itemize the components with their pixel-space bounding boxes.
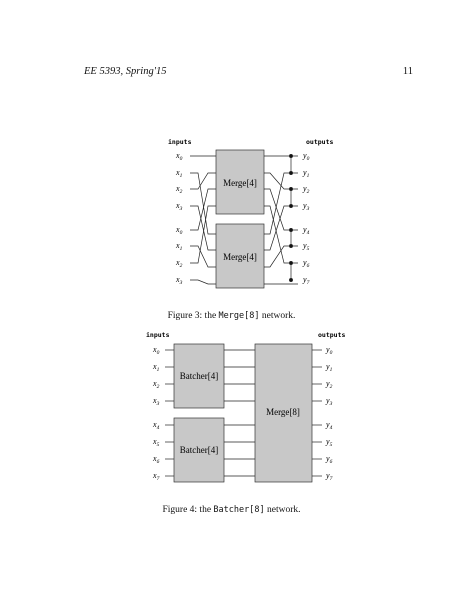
fig3-input-x1: $x_1$ (176, 168, 183, 179)
fig3-input-x2-prime: $x_2$ (176, 258, 183, 269)
fig4-input-x0: $x_0$ (153, 345, 160, 356)
fig4-input-x2: $x_2$ (153, 379, 160, 390)
fig4-inputs-header: inputs (146, 331, 170, 339)
fig4-batcher4-bottom-label: Batcher[4] (179, 445, 219, 455)
fig3-output-y0: $y_0$ (303, 151, 310, 162)
batcher8-diagram (0, 325, 463, 525)
fig3-merge4-top-label: Merge[4] (223, 178, 257, 188)
fig4-input-x4: $x_4$ (153, 420, 160, 431)
fig4-input-x1: $x_1$ (153, 362, 160, 373)
fig3-output-y4: $y_4$ (303, 225, 310, 236)
fig4-input-x7: $x_7$ (153, 471, 160, 482)
fig4-output-y7: $y_7$ (326, 471, 333, 482)
fig4-merge8-label: Merge[8] (266, 407, 300, 417)
fig3-input-x0-prime: $x_0$ (176, 225, 183, 236)
fig4-output-y2: $y_2$ (326, 379, 333, 390)
fig3-output-y7: $y_7$ (303, 275, 310, 286)
fig3-merge4-bottom-label: Merge[4] (223, 252, 257, 262)
fig3-input-wires (190, 156, 216, 284)
fig3-output-labels (302, 151, 310, 286)
fig3-caption: Figure 3: the Merge[8] network. (167, 311, 296, 321)
fig3-input-x3: $x_3$ (176, 201, 183, 212)
fig3-input-x3-prime: $x_3$ (176, 275, 183, 286)
fig4-input-x5: $x_5$ (153, 437, 160, 448)
fig4-output-y0: $y_0$ (326, 345, 333, 356)
fig4-output-y1: $y_1$ (326, 362, 333, 373)
fig3-output-y2: $y_2$ (303, 184, 310, 195)
fig3-input-x1-prime: $x_1$ (176, 241, 183, 252)
fig4-input-labels (152, 345, 160, 482)
fig3-output-y3: $y_3$ (303, 201, 310, 212)
fig4-caption: Figure 4: the Batcher[8] network. (162, 505, 301, 515)
fig3-input-x0: $x_0$ (176, 151, 183, 162)
fig3-input-labels (175, 151, 183, 286)
fig4-output-labels (325, 345, 333, 482)
fig3-output-y1: $y_1$ (303, 168, 310, 179)
fig4-output-y3: $y_3$ (326, 396, 333, 407)
fig4-input-x3: $x_3$ (153, 396, 160, 407)
fig3-inputs-header: inputs (168, 138, 192, 146)
fig4-input-x6: $x_6$ (153, 454, 160, 465)
fig3-output-wires (264, 156, 298, 284)
fig3-input-x2: $x_2$ (176, 184, 183, 195)
fig3-comparators (289, 154, 292, 281)
fig3-output-y5: $y_5$ (303, 241, 310, 252)
fig4-output-y5: $y_5$ (326, 437, 333, 448)
fig3-outputs-header: outputs (306, 138, 334, 146)
fig4-batcher4-top-label: Batcher[4] (179, 371, 219, 381)
fig4-outputs-header: outputs (318, 331, 346, 339)
fig4-output-y6: $y_6$ (326, 454, 333, 465)
fig3-output-y6: $y_6$ (303, 258, 310, 269)
running-header: EE 5393, Spring'15 (84, 66, 167, 77)
page-number: 11 (402, 66, 413, 77)
fig4-output-y4: $y_4$ (326, 420, 333, 431)
